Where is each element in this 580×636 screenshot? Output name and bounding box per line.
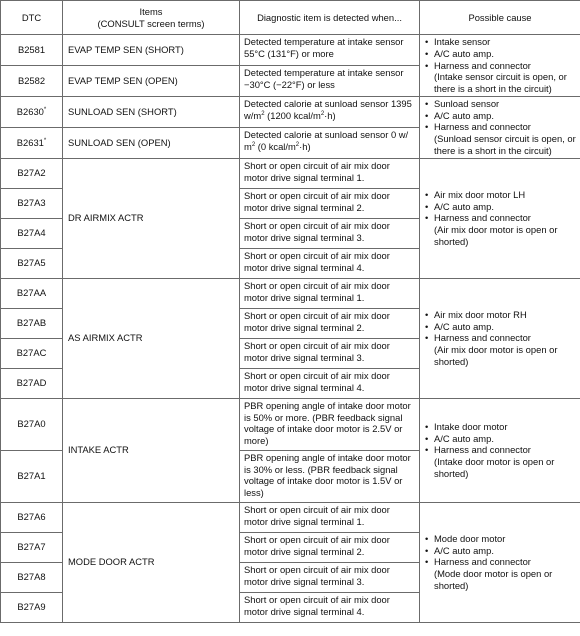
diagnostic-text: Short or open circuit of air mix door motor drive signal terminal 4.	[240, 592, 420, 622]
item-name: EVAP TEMP SEN (OPEN)	[63, 65, 240, 96]
diagnostic-text: PBR opening angle of intake door motor is 30% or less. (PBR feedback signal voltage of intake door motor is 1.5V or less)	[240, 450, 420, 502]
superscript: 2	[261, 110, 265, 117]
cause-list	[424, 189, 577, 224]
dtc-code: B27A6	[1, 502, 63, 532]
dtc-code: B2581	[1, 35, 63, 66]
diagnostic-text: ·h)	[299, 140, 311, 152]
cause-item: • A/C auto amp.	[424, 321, 577, 333]
superscript: 2	[320, 110, 325, 117]
diagnostic-text: Short or open circuit of air mix door motor drive signal terminal 2.	[240, 188, 420, 218]
cause-list	[424, 421, 577, 456]
dtc-code: B27AB	[1, 308, 63, 338]
cause-item: • Harness and connector	[424, 60, 577, 72]
cause-item: • Harness and connector	[424, 332, 577, 344]
table-row	[1, 96, 580, 127]
possible-cause-cell	[420, 398, 580, 502]
item-name: MODE DOOR ACTR	[63, 502, 240, 622]
possible-cause-cell	[420, 158, 580, 278]
dtc-code: B27A9	[1, 592, 63, 622]
diagnostic-text: Short or open circuit of air mix door motor drive signal terminal 2.	[240, 308, 420, 338]
cause-list	[424, 98, 577, 133]
superscript: 2	[251, 141, 256, 148]
dtc-code: B27A7	[1, 532, 63, 562]
cause-item: • A/C auto amp.	[424, 48, 577, 60]
cause-note: (Mode door motor is open or shorted)	[434, 568, 553, 591]
diagnostic-cell	[240, 127, 420, 158]
possible-cause-cell	[420, 278, 580, 398]
dtc-code: B27A1	[1, 450, 63, 502]
cause-item: • Harness and connector	[424, 444, 577, 456]
table-row	[1, 502, 580, 532]
item-name: DR AIRMIX ACTR	[63, 158, 240, 278]
diagnostic-text: (0 kcal/m	[255, 140, 296, 152]
diagnostic-text: Short or open circuit of air mix door motor drive signal terminal 1.	[240, 278, 420, 308]
cause-note: (Sunload sensor circuit is open, or there is a short in the circuit)	[434, 133, 576, 156]
dtc-cell	[1, 96, 63, 127]
header-items	[63, 1, 240, 35]
diagnostic-text: Short or open circuit of air mix door motor drive signal terminal 3.	[240, 338, 420, 368]
item-name: SUNLOAD SEN (OPEN)	[63, 127, 240, 158]
diagnostic-text: Short or open circuit of air mix door motor drive signal terminal 1.	[240, 158, 420, 188]
possible-cause-cell	[420, 96, 580, 158]
cause-item: • Intake door motor	[424, 421, 577, 433]
dtc-code: B27A3	[1, 188, 63, 218]
dtc-cell	[1, 127, 63, 158]
header-row	[1, 1, 580, 35]
dtc-code: B2630	[16, 105, 44, 117]
diagnostic-text: Detected calorie at sunload sensor 0 w/ m	[244, 128, 409, 152]
dtc-code: B27A2	[1, 158, 63, 188]
header-diagnostic: Diagnostic item is detected when...	[240, 1, 420, 35]
possible-cause-cell	[420, 502, 580, 622]
diagnostic-text: (1200 kcal/m	[264, 109, 321, 121]
cause-item: • A/C auto amp.	[424, 433, 577, 445]
item-name: INTAKE ACTR	[63, 398, 240, 502]
cause-item: • Harness and connector	[424, 556, 577, 568]
diagnostic-text: Detected calorie at sunload sensor 1395 w/m	[244, 97, 412, 121]
dtc-footnote-mark: *	[43, 106, 47, 113]
superscript: 2	[295, 141, 300, 148]
cause-list	[424, 533, 577, 568]
table-row	[1, 158, 580, 188]
diagnostic-text: Short or open circuit of air mix door motor drive signal terminal 3.	[240, 562, 420, 592]
diagnostic-text: Short or open circuit of air mix door motor drive signal terminal 2.	[240, 532, 420, 562]
dtc-code: B2582	[1, 65, 63, 96]
diagnostic-text: ·h)	[324, 109, 336, 121]
cause-item: • A/C auto amp.	[424, 201, 577, 213]
header-dtc: DTC	[1, 1, 63, 35]
dtc-code: B27A0	[1, 398, 63, 450]
cause-item: • Harness and connector	[424, 212, 577, 224]
header-items-line2: (CONSULT screen terms)	[97, 17, 205, 29]
diagnostic-cell	[240, 96, 420, 127]
dtc-footnote-mark: *	[43, 137, 47, 144]
cause-note: (Intake door motor is open or shorted)	[434, 456, 555, 479]
cause-item: • Intake sensor	[424, 36, 577, 48]
dtc-code: B27A5	[1, 248, 63, 278]
diagnostic-text: Short or open circuit of air mix door motor drive signal terminal 4.	[240, 368, 420, 398]
item-name: EVAP TEMP SEN (SHORT)	[63, 35, 240, 66]
cause-note: (Air mix door motor is open or shorted)	[434, 224, 558, 247]
cause-item: • Air mix door motor LH	[424, 189, 577, 201]
item-name: SUNLOAD SEN (SHORT)	[63, 96, 240, 127]
dtc-code: B2631	[16, 136, 44, 148]
dtc-code: B27AA	[1, 278, 63, 308]
cause-item: • A/C auto amp.	[424, 545, 577, 557]
diagnostic-text: Short or open circuit of air mix door motor drive signal terminal 4.	[240, 248, 420, 278]
diagnostic-text: Detected temperature at intake sensor 55°C (131°F) or more	[240, 35, 420, 66]
cause-item: • Mode door motor	[424, 533, 577, 545]
cause-item: • Air mix door motor RH	[424, 309, 577, 321]
cause-note: (Intake sensor circuit is open, or there is a short in the circuit)	[434, 71, 567, 94]
dtc-code: B27A4	[1, 218, 63, 248]
cause-item: • Harness and connector	[424, 121, 577, 133]
dtc-code: B27A8	[1, 562, 63, 592]
dtc-code: B27AD	[1, 368, 63, 398]
table-row	[1, 398, 580, 450]
item-name: AS AIRMIX ACTR	[63, 278, 240, 398]
table-row	[1, 278, 580, 308]
header-items-line1: Items	[139, 6, 163, 18]
header-possible-cause: Possible cause	[420, 1, 580, 35]
possible-cause-cell	[420, 35, 580, 97]
diagnostic-text: Short or open circuit of air mix door motor drive signal terminal 3.	[240, 218, 420, 248]
diagnostic-text: Short or open circuit of air mix door motor drive signal terminal 1.	[240, 502, 420, 532]
cause-list	[424, 36, 577, 71]
diagnostic-text: PBR opening angle of intake door motor is 50% or more. (PBR feedback signal voltage of intake door motor is 2.5V or more)	[240, 398, 420, 450]
cause-note: (Air mix door motor is open or shorted)	[434, 344, 558, 367]
dtc-code: B27AC	[1, 338, 63, 368]
table-row	[1, 35, 580, 66]
cause-list	[424, 309, 577, 344]
cause-item: • A/C auto amp.	[424, 110, 577, 122]
diagnostic-text: Detected temperature at intake sensor −30°C (−22°F) or less	[240, 65, 420, 96]
cause-item: • Sunload sensor	[424, 98, 577, 110]
